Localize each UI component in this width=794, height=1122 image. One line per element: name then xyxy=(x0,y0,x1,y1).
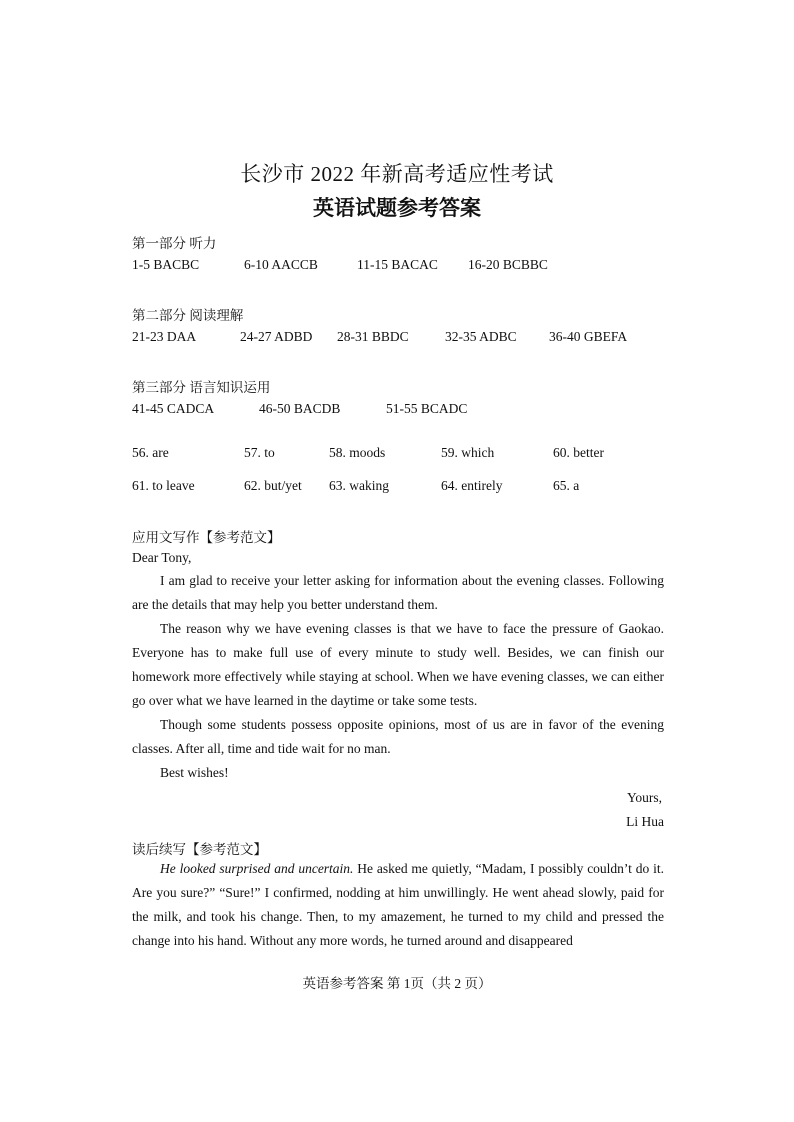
part2-heading: 第二部分 阅读理解 xyxy=(132,308,244,323)
part3-heading: 第三部分 语言知识运用 xyxy=(132,380,271,395)
page-footer: 英语参考答案 第 1页（共 2 页） xyxy=(302,976,492,991)
fill-answer: 61. to leave xyxy=(132,478,195,493)
continuation-lead: He looked surprised and uncertain. xyxy=(160,861,354,876)
answer-group: 36-40 GBEFA xyxy=(549,329,628,344)
answer-group: 51-55 BCADC xyxy=(386,401,468,416)
document-title: 长沙市 2022 年新高考适应性考试 xyxy=(240,162,554,186)
letter-signature: Li Hua xyxy=(626,814,664,829)
letter-paragraph: I am glad to receive your letter asking for information about the evening classes. Following are the details that may help you better understand them. xyxy=(132,573,664,612)
fill-answer: 57. to xyxy=(244,445,275,460)
letter-paragraph: Best wishes! xyxy=(160,765,229,780)
continuation-text: He asked me quietly, “Madam, I possibly couldn’t do it. Are you sure?” “Sure!” I confirmed, nodding at him unwillingly. He went ahead slowly, paid for the milk, and took his change. Then, to my amazement, he turned to my child and pressed the change into his hand. Without any more words, he turned around and disappeared xyxy=(132,861,664,948)
letter-salutation: Dear Tony, xyxy=(132,550,192,565)
answer-group: 28-31 BBDC xyxy=(337,329,409,344)
document-subtitle: 英语试题参考答案 xyxy=(313,196,481,220)
letter-paragraph: The reason why we have evening classes is that we have to face the pressure of Gaokao. Everyone has to make full use of every minute to study well. Besides, we can finish our homework more effectively while staying at school. When we have evening classes, we can either go over what we have learned in the daytime or take some tests. xyxy=(132,621,664,708)
answer-group: 41-45 CADCA xyxy=(132,401,215,416)
answer-group: 21-23 DAA xyxy=(132,329,197,344)
fill-answer: 62. but/yet xyxy=(244,478,302,493)
fill-answer: 56. are xyxy=(132,445,169,460)
fill-answer: 64. entirely xyxy=(441,478,503,493)
answer-group: 32-35 ADBC xyxy=(445,329,517,344)
answer-group: 46-50 BACDB xyxy=(259,401,341,416)
continuation-paragraph xyxy=(132,857,664,953)
answer-group: 16-20 BCBBC xyxy=(468,257,548,272)
answer-group: 6-10 AACCB xyxy=(244,257,318,272)
fill-answer: 65. a xyxy=(553,478,580,493)
fill-answer: 58. moods xyxy=(329,445,386,460)
fill-answer: 59. which xyxy=(441,445,495,460)
answer-group: 24-27 ADBD xyxy=(240,329,313,344)
writing-heading: 应用文写作【参考范文】 xyxy=(132,530,281,545)
fill-answer: 63. waking xyxy=(329,478,389,493)
letter-paragraph: Though some students possess opposite opinions, most of us are in favor of the evening classes. After all, time and tide wait for no man. xyxy=(132,717,664,756)
part1-heading: 第一部分 听力 xyxy=(132,236,217,251)
answer-group: 1-5 BACBC xyxy=(132,257,200,272)
fill-answer: 60. better xyxy=(553,445,604,460)
answer-group: 11-15 BACAC xyxy=(357,257,438,272)
continuation-heading: 读后续写【参考范文】 xyxy=(132,842,267,857)
letter-closing: Yours, xyxy=(626,790,662,805)
